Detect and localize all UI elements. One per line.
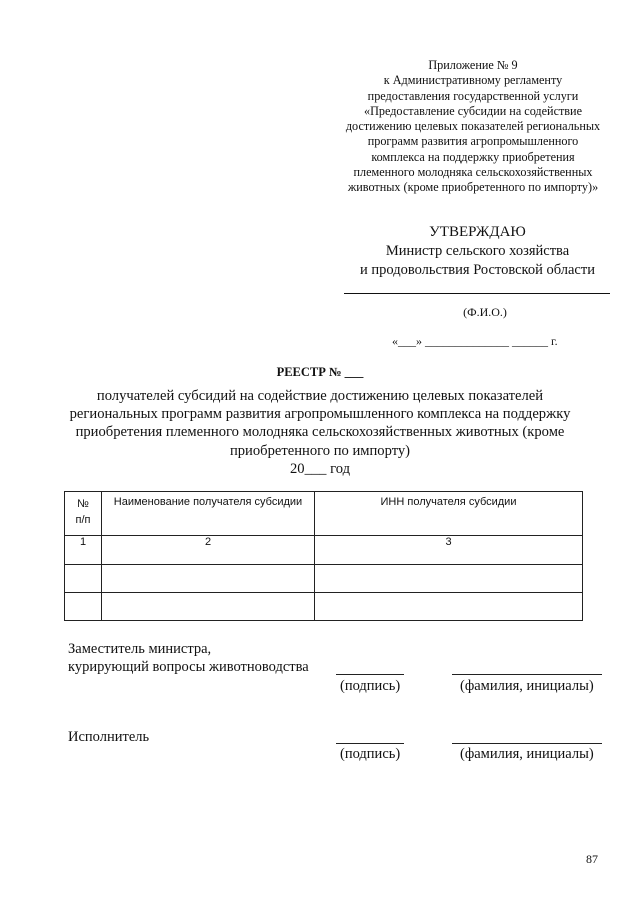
register-year: 20___ год bbox=[289, 461, 351, 477]
register-title: РЕЕСТР № ___ bbox=[276, 365, 364, 379]
header-number bbox=[65, 492, 102, 536]
executor-name-caption: (фамилия, инициалы) bbox=[460, 746, 594, 762]
table-header-row bbox=[65, 492, 583, 536]
table-row bbox=[65, 593, 583, 621]
deputy-signature-blank bbox=[336, 674, 404, 675]
executor-signature-caption: (подпись) bbox=[340, 746, 401, 762]
annex-line: к Административному регламенту bbox=[383, 73, 563, 88]
annex-line: программ развития агропромышленного bbox=[367, 134, 579, 149]
annex-line: «Предоставление субсидии на содействие bbox=[363, 103, 582, 118]
column-number-cell: 3 bbox=[315, 536, 583, 565]
register-description bbox=[55, 387, 585, 460]
empty-cell bbox=[65, 565, 102, 593]
deputy-name-caption: (фамилия, инициалы) bbox=[460, 678, 594, 694]
column-number-cell: 2 bbox=[102, 536, 315, 565]
deputy-title-line2: курирующий вопросы животноводства bbox=[68, 659, 309, 675]
approval-position-line1: Министр сельского хозяйства bbox=[385, 243, 570, 259]
annex-line: племенного молодняка сельскохозяйственных bbox=[353, 165, 593, 180]
empty-cell bbox=[102, 565, 315, 593]
approval-fio-caption: (Ф.И.О.) bbox=[463, 305, 507, 319]
empty-cell bbox=[315, 593, 583, 621]
executor-name-blank bbox=[452, 743, 602, 744]
empty-cell bbox=[102, 593, 315, 621]
deputy-name-blank bbox=[452, 674, 602, 675]
table-row bbox=[65, 536, 583, 565]
annex-line: предоставления государственной услуги bbox=[367, 88, 579, 103]
page-number: 87 bbox=[586, 852, 598, 866]
deputy-signature-caption: (подпись) bbox=[340, 678, 401, 694]
annex-line: животных (кроме приобретенного по импорту)» bbox=[347, 180, 599, 195]
deputy-title-line1: Заместитель министра, bbox=[68, 641, 212, 657]
annex-line: комплекса на поддержку приобретения bbox=[371, 149, 575, 164]
register-table bbox=[64, 491, 583, 621]
header-number-line1: № bbox=[77, 498, 89, 510]
header-recipient-inn: ИНН получателя субсидии bbox=[315, 492, 583, 536]
executor-label: Исполнитель bbox=[68, 729, 150, 745]
approval-title: УТВЕРЖДАЮ bbox=[429, 224, 526, 240]
column-number-cell: 1 bbox=[65, 536, 102, 565]
register-description-line: приобретения племенного молодняка сельскохозяйственных животных (кроме bbox=[75, 424, 565, 441]
header-number-line2: п/п bbox=[75, 514, 91, 526]
approval-signature-line bbox=[344, 293, 610, 294]
annex-header bbox=[330, 58, 616, 196]
empty-cell bbox=[315, 565, 583, 593]
executor-signature-blank bbox=[336, 743, 404, 744]
approval-block bbox=[340, 222, 615, 280]
register-description-line: региональных программ развития агропромышленного комплекса на поддержку bbox=[69, 406, 571, 423]
approval-position-line2: и продовольствия Ростовской области bbox=[360, 262, 595, 278]
approval-date-line: «___» ______________ ______ г. bbox=[392, 334, 558, 348]
table-row bbox=[65, 565, 583, 593]
register-description-line: получателей субсидий на содействие достижению целевых показателей bbox=[96, 388, 544, 404]
annex-line: Приложение № 9 bbox=[428, 58, 518, 72]
header-recipient-name: Наименование получателя субсидии bbox=[102, 492, 315, 536]
annex-line: достижению целевых показателей региональных bbox=[345, 119, 601, 134]
register-description-line: приобретенного по импорту) bbox=[229, 442, 411, 459]
empty-cell bbox=[65, 593, 102, 621]
